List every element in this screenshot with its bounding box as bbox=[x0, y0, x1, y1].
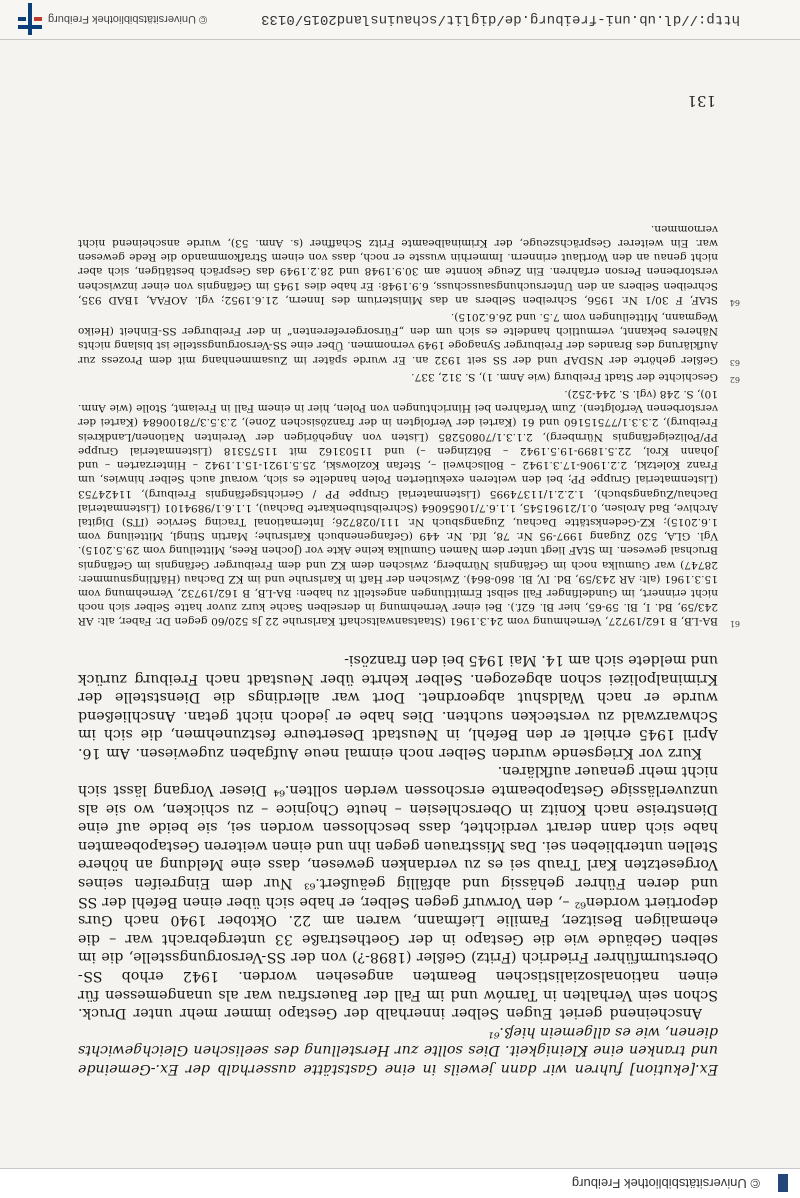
library-logo-icon bbox=[778, 1174, 788, 1192]
scanned-page bbox=[0, 40, 800, 1168]
page-url-link[interactable]: http://dl.ub.uni-freiburg.de/diglit/schauinsland2015/0133 bbox=[261, 11, 740, 28]
header-credit: © Universitätsbibliothek Freiburg bbox=[571, 1176, 760, 1191]
body-paragraph-1: Ex.[ekution] fuhren wir dann jeweils in eine Gaststätte ausserhalb der Ex.-Gemeinde und tranken eine Kleinigkeit. Dies sollte zur Herstellung des seelischen Gleichgewichts dienen, wie es allgemein hieß.⁶¹ bbox=[78, 1023, 718, 1077]
footer-credit: © Universitätsbibliothek Freiburg bbox=[48, 13, 208, 25]
body-paragraph-3: Kurz vor Kriegsende wurden Selber noch einmal neue Aufgaben zugewiesen. Am 16. April 1945 erhielt er den Befehl, in Neustadt Deserteure festzunehmen, die sich im Schwarzwald zu verstecken suchten. Dies habe er jedoch nicht getan. Anschließend wurde er nach Waldshut abgeordnet. Dort war allerdings die Dienststelle der Kriminalpolizei schon abgezogen. Selber kehrte über Neustadt nach Freiburg zurück und meldete sich am 14. Mai 1945 bei den französi- bbox=[78, 651, 718, 761]
footnote-number: 64 bbox=[729, 297, 740, 307]
footnotes bbox=[78, 222, 740, 629]
page-text bbox=[78, 219, 740, 1078]
footnote-number: 61 bbox=[729, 619, 740, 629]
footnote bbox=[78, 310, 740, 367]
footnote-number: 63 bbox=[729, 357, 740, 367]
footnote bbox=[78, 222, 740, 307]
viewer-header bbox=[0, 1168, 800, 1198]
university-library-logo-icon bbox=[16, 3, 44, 35]
viewer-footer bbox=[0, 0, 800, 40]
footnote bbox=[78, 370, 740, 384]
footnote bbox=[78, 387, 740, 629]
footnote-text: Geßler gehörte der NSDAP und der SS seit 1932 an. Er wurde später im Zusammenhang mit dem Prozess zur Aufklärung des Brandes der Freiburger Synagoge 1949 vernommen. Über eine SS-Versorgungsstelle ist bislang nichts Näheres bekannt, vermutlich handelte es sich um den „Fürsorgereferenten“ in der Freiburger SS-Einheit (Heiko Wegmann, Mitteilungen vom 7.5. und 26.6.2015). bbox=[78, 311, 718, 366]
footnote-text: BA-LB, B 162/19727, Vernehmung vom 24.3.1961 (Staatsanwaltschaft Karlsruhe 22 Js 520/60 gegen Dr. Faber, alt: AR 243/59, Bd. I, Bl. 59-65, hier Bl. 62f.). Bei einer Vernehmung in derselben Sache kurz zuvor hatte Selber sich noch nicht erinnert, im Gundelfinger Fall selbst Ermittlungen angestellt zu haben: BA-LB, B 162/19732, Vernehmung vom 15.3.1961 (alt: AR 243/59, Bd. IV, Bl. 860-864). Zwischen der Haft in Karlsruhe und im KZ Dachau (Häftlingsnummer: 28747) war Gumulka noch im Gefängnis Nürnberg, zwischen dem KZ und dem Freiburger Gefängnis im Gefängnis Bruchsal gewesen. Im StAF liegt unter dem Namen Gumulka keine Akte vor (Jochen Rees, Mitteilung vom 29.5.2015). Vgl. GLA, 520 Zugang 1997-95 Nr. 78, lfd. Nr. 449 (Gefangenenbuch Karlsruhe; Martin Stingl, Mitteilung vom 1.6.2015); KZ-Gedenkstätte Dachau, Zugangsbuch Nr. 111/028726; International Tracing Service (ITS) Digital Archive, Bad Arolsen, 0.1/21961545, 1.1.6.7/10656064 (Schreibstubenkarte Dachau), 1.1.6.1/9894101 (Listenmaterial Dachau/Zugangsbuch), 1.2.2.1/11374995 (Listenmaterial Gruppe PP / Gerichtsgefängnis Freiburg), 11424753 (Listenmaterial Gruppe PP; bei den weiteren exekutierten Polen handelte es sich, worauf auch Selber hinwies, um Franz Koletzki, 2.2.1906-17.3.1942 – Bollschweil –, Stefan Kozlowski, 25.5.1921-15.1.1942 – Hinterzarten – und Johann Krol, 22.5.1899-19.5.1942 – Bötzingen –) und 11503162 mit 11575318 (Listenmaterial Gruppe PP/Polizeigefängnis Nürnberg), 2.1.3.1/70805285 (Listen von Angehörigen der Vereinten Nationen/Landkreis Freiburg), 2.3.3.1/77515160 und 61 (Kartei der Verfolgten in der französischen Zone), 2.3.5.3/78100684 (Kartei der verstorbenen Verfolgten). Zum Verfahren bei Hinrichtungen von Polen, hier in einem Fall in Freiamt, Stolle (wie Anm. 10), S. 248 (vgl. S. 244-252). bbox=[78, 388, 718, 628]
footnote-number: 62 bbox=[729, 374, 740, 384]
page-number: 131 bbox=[687, 92, 716, 110]
footnote-text: StAF, F 30/1 Nr. 1956, Schreiben Selbers an das Ministerium des Innern, 21.6.1952; vgl. AOFAA, 1BAD 935, Schreiben Selbers an den Untersuchungsausschuss, 6.9.1948: Er habe dies 1945 im Gefängnis von einer inzwischen verstorbenen Person erfahren. Ein Zeuge konnte am 30.9.1948 und 28.2.1949 das Gespräch bestätigen, sich aber nicht genau an den Wortlaut erinnern. Immerhin wusste er noch, dass von einem Strafkommando die Rede gewesen war. Ein weiterer Gesprächszeuge, der Kriminalbeamte Fritz Schaffner (s. Anm. 53), wurde anscheinend nicht vernommen. bbox=[78, 222, 718, 306]
body-paragraph-2: Anscheinend geriet Eugen Selber innerhalb der Gestapo immer mehr unter Druck. Schon sein Verhalten in Tarnów und im Fall der Bauersfrau war als unangemessen für einen nationalsozialistischen Beamten angesehen worden. 1942 erhob SS-Obersturmführer Friedrich (Fritz) Geßler (1898-?) von der SS-Versorgungsstelle, die im selben Gebäude wie die Gestapo in der Goethestraße 33 untergebracht war – die ehemaligen Besitzer, Familie Liefmann, waren am 22. Oktober 1940 nach Gurs deportiert worden⁶² –, den Vorwurf gegen Selber, er habe sich über einen Befehl der SS und deren Führer gehässig und abfällig geäußert.⁶³ Nur dem Eingreifen seines Vorgesetzten Karl Traub sei es zu verdanken gewesen, dass eine Meldung an höhere Stellen unterblieben sei. Das Misstrauen gegen ihn und einen weiteren Gestapobeamten habe sich dann derart verdichtet, dass beschlossen worden sei, sie beide auf eine Dienstreise nach Konitz in Oberschlesien – heute Chojnice – zu schicken, wo sie als unzuverlässige Gestapobeamte erschossen werden sollten.⁶⁴ Dieser Vorgang lässt sich nicht mehr genauer aufklären. bbox=[78, 763, 718, 1022]
footnote-text: Geschichte der Stadt Freiburg (wie Anm. 1), S. 312, 337. bbox=[411, 370, 718, 383]
